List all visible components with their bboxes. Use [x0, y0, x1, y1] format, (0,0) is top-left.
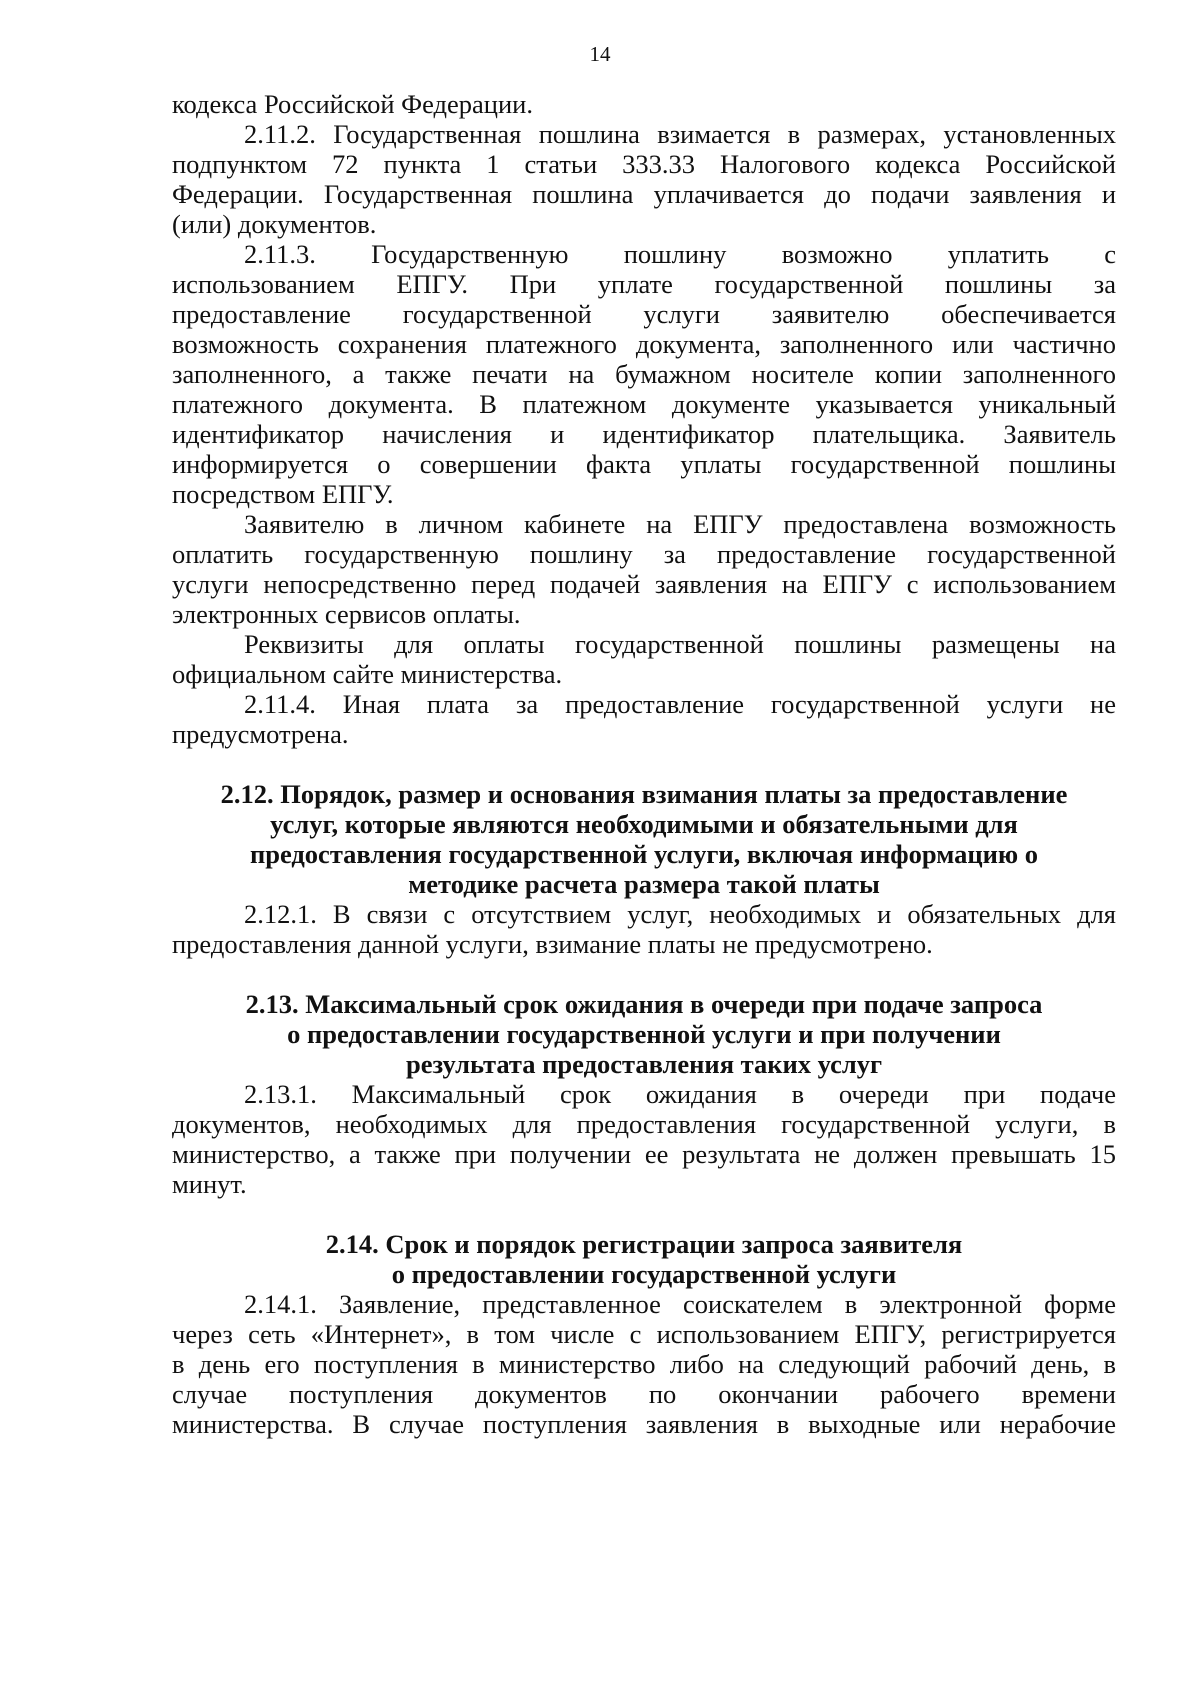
paragraph-line: официальном сайте министерства.: [172, 659, 563, 689]
paragraph-line: использованием ЕПГУ. При уплате государственной пошлины за: [172, 269, 1116, 299]
paragraph-line: посредством ЕПГУ.: [172, 479, 394, 509]
paragraph-line: идентификатор начисления и идентификатор плательщика. Заявитель: [172, 419, 1116, 449]
paragraph-line: электронных сервисов оплаты.: [172, 599, 521, 629]
paragraph-line: 2.11.2. Государственная пошлина взимается в размерах, установленных: [244, 119, 1116, 149]
section-heading: 2.13. Максимальный срок ожидания в очереди при подаче запроса: [245, 989, 1043, 1019]
paragraph-line: министерства. В случае поступления заявления в выходные или нерабочие: [172, 1409, 1116, 1439]
section-heading: 2.12. Порядок, размер и основания взимания платы за предоставление: [220, 779, 1068, 809]
paragraph-line: Реквизиты для оплаты государственной пошлины размещены на: [244, 629, 1116, 659]
section-heading: услуг, которые являются необходимыми и обязательными для: [270, 809, 1018, 839]
paragraph-line: 2.12.1. В связи с отсутствием услуг, необходимых и обязательных для: [244, 899, 1116, 929]
paragraph-line: возможность сохранения платежного документа, заполненного или частично: [172, 329, 1116, 359]
paragraph-line: предусмотрена.: [172, 719, 349, 749]
paragraph-line: минут.: [172, 1169, 247, 1199]
paragraph-line: заполненного, а также печати на бумажном носителе копии заполненного: [172, 359, 1116, 389]
section-heading: методике расчета размера такой платы: [408, 869, 880, 899]
page-number: 14: [589, 42, 611, 66]
paragraph-line: Федерации. Государственная пошлина уплачивается до подачи заявления и: [172, 179, 1116, 209]
paragraph-line: 2.11.4. Иная плата за предоставление государственной услуги не: [244, 689, 1116, 719]
paragraph-line: платежного документа. В платежном документе указывается уникальный: [172, 389, 1116, 419]
paragraph-line: оплатить государственную пошлину за предоставление государственной: [172, 539, 1116, 569]
paragraph-line: подпунктом 72 пункта 1 статьи 333.33 Налогового кодекса Российской: [172, 149, 1116, 179]
paragraph-line: 2.13.1. Максимальный срок ожидания в очереди при подаче: [244, 1079, 1116, 1109]
paragraph-line: предоставления данной услуги, взимание платы не предусмотрено.: [172, 929, 933, 959]
paragraph-line: предоставление государственной услуги заявителю обеспечивается: [172, 299, 1116, 329]
paragraph-line: министерство, а также при получении ее результата не должен превышать 15: [172, 1139, 1116, 1169]
paragraph-line: 2.14.1. Заявление, представленное соискателем в электронной форме: [244, 1289, 1116, 1319]
paragraph-line: кодекса Российской Федерации.: [172, 89, 533, 119]
paragraph-line: через сеть «Интернет», в том числе с использованием ЕПГУ, регистрируется: [172, 1319, 1116, 1349]
paragraph-line: (или) документов.: [172, 209, 377, 239]
paragraph-line: случае поступления документов по окончании рабочего времени: [172, 1379, 1116, 1409]
section-heading: о предоставлении государственной услуги и при получении: [287, 1019, 1001, 1049]
paragraph-line: в день его поступления в министерство либо на следующий рабочий день, в: [172, 1349, 1116, 1379]
paragraph-line: 2.11.3. Государственную пошлину возможно уплатить с: [244, 239, 1116, 269]
section-heading: о предоставлении государственной услуги: [391, 1259, 897, 1289]
section-heading: результата предоставления таких услуг: [405, 1049, 883, 1079]
section-heading: 2.14. Срок и порядок регистрации запроса заявителя: [325, 1229, 963, 1259]
paragraph-line: информируется о совершении факта уплаты государственной пошлины: [172, 449, 1116, 479]
paragraph-line: Заявителю в личном кабинете на ЕПГУ предоставлена возможность: [244, 509, 1116, 539]
paragraph-line: услуги непосредственно перед подачей заявления на ЕПГУ с использованием: [172, 569, 1116, 599]
section-heading: предоставления государственной услуги, включая информацию о: [249, 839, 1038, 869]
paragraph-line: документов, необходимых для предоставления государственной услуги, в: [172, 1109, 1116, 1139]
